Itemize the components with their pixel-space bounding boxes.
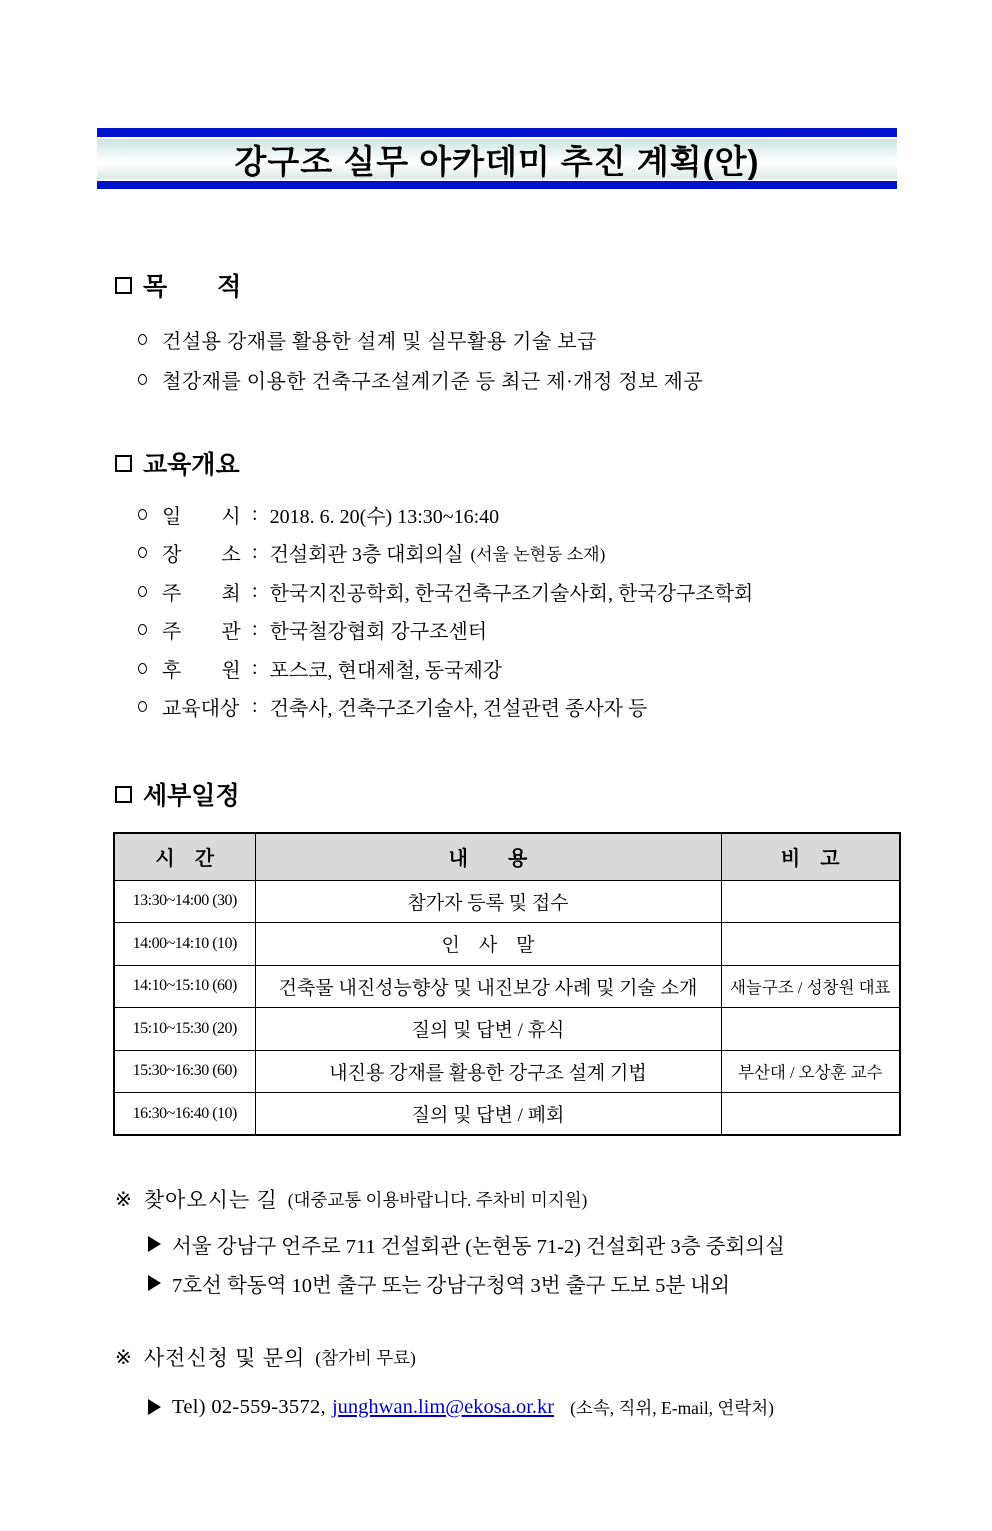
- column-header-content: 내 용: [255, 833, 721, 880]
- phone-number: Tel) 02-559-3572,: [172, 1395, 326, 1418]
- schedule-heading-text: 세부일정: [143, 782, 240, 810]
- cell-note: 새늘구조 / 성창원 대표: [721, 965, 900, 1008]
- cell-time: 15:10~15:30 (20): [114, 1008, 255, 1051]
- triangle-bullet-icon: [148, 1399, 161, 1415]
- colon-separator: :: [252, 541, 258, 564]
- cell-content: 내진용 강재를 활용한 강구조 설계 기법: [255, 1050, 721, 1093]
- title-banner-inner: [97, 137, 897, 181]
- directions-heading: [115, 1184, 992, 1214]
- purpose-heading: [115, 267, 992, 303]
- list-item: [138, 319, 992, 359]
- circle-bullet-icon: [138, 624, 147, 635]
- triangle-bullet-icon: [148, 1236, 161, 1252]
- overview-item-label: 주 관: [162, 621, 241, 644]
- cell-note: 부산대 / 오상훈 교수: [721, 1050, 900, 1093]
- circle-bullet-icon: [138, 663, 147, 674]
- overview-item-value: 한국철강협회 강구조센터: [269, 621, 488, 644]
- purpose-item-text: 철강재를 이용한 건축구조설계기준 등 최근 제·개정 정보 제공: [162, 370, 704, 393]
- schedule-heading: [115, 776, 992, 812]
- table-header-row: [114, 833, 900, 880]
- overview-item-label: 주 최: [162, 582, 241, 605]
- purpose-heading-text: 목 적: [143, 273, 242, 301]
- cell-time: 16:30~16:40 (10): [114, 1093, 255, 1136]
- overview-item-label: 후 원: [162, 659, 241, 682]
- overview-item-value: 건축사, 건축구조기술사, 건설관련 종사자 등: [269, 698, 648, 721]
- list-item: [138, 649, 992, 688]
- cell-content: 건축물 내진성능향상 및 내진보강 사례 및 기술 소개: [255, 965, 721, 1008]
- overview-item-label: 장 소: [162, 544, 241, 567]
- circle-bullet-icon: [138, 509, 147, 520]
- contact-suffix: (소속, 직위, E-mail, 연락처): [570, 1397, 774, 1418]
- cell-time: 14:00~14:10 (10): [114, 923, 255, 966]
- overview-item-label: 교육대상: [162, 698, 240, 721]
- triangle-bullet-icon: [148, 1275, 161, 1291]
- colon-separator: :: [252, 618, 258, 641]
- list-item: [138, 534, 992, 573]
- directions-heading-text: 찾아오시는 길: [143, 1188, 278, 1212]
- table-row: [114, 923, 900, 966]
- cell-time: 14:10~15:10 (60): [114, 965, 255, 1008]
- list-item: [138, 572, 992, 611]
- cell-time: 13:30~14:00 (30): [114, 880, 255, 923]
- list-item: [138, 359, 992, 399]
- overview-heading: [115, 445, 992, 481]
- cell-content: 인 사 말: [255, 923, 721, 966]
- square-bullet-icon: [115, 455, 132, 472]
- column-header-note: 비 고: [721, 833, 900, 880]
- column-header-time: 시 간: [114, 833, 255, 880]
- square-bullet-icon: [115, 786, 132, 803]
- cell-note: [721, 1093, 900, 1136]
- table-row: [114, 965, 900, 1008]
- list-item: [138, 688, 992, 727]
- contact-list: [148, 1386, 992, 1428]
- directions-list: [148, 1224, 992, 1302]
- schedule-table: [113, 832, 901, 1136]
- circle-bullet-icon: [138, 547, 147, 558]
- circle-bullet-icon: [138, 374, 147, 385]
- circle-bullet-icon: [138, 586, 147, 597]
- colon-separator: :: [252, 502, 258, 525]
- list-item: [148, 1224, 992, 1263]
- cell-content: 질의 및 답변 / 휴식: [255, 1008, 721, 1051]
- email-link[interactable]: junghwan.lim@ekosa.or.kr: [331, 1395, 555, 1418]
- page-title: 강구조 실무 아카데미 추진 계획(안): [234, 142, 760, 180]
- circle-bullet-icon: [138, 334, 147, 345]
- cell-content: 질의 및 답변 / 폐회: [255, 1093, 721, 1136]
- cell-time: 15:30~16:30 (60): [114, 1050, 255, 1093]
- table-row: [114, 1093, 900, 1136]
- contact-heading: [115, 1342, 992, 1372]
- square-bullet-icon: [115, 277, 132, 294]
- overview-item-value: 한국지진공학회, 한국건축구조기술사회, 한국강구조학회: [269, 582, 754, 605]
- colon-separator: :: [252, 656, 258, 679]
- overview-heading-text: 교육개요: [143, 451, 240, 479]
- list-item: [148, 1263, 992, 1302]
- overview-item-value: 2018. 6. 20(수) 13:30~16:40: [269, 505, 500, 528]
- table-row: [114, 1050, 900, 1093]
- directions-item-text: 서울 강남구 언주로 711 건설회관 (논현동 71-2) 건설회관 3층 중회의실: [172, 1235, 785, 1258]
- list-item: [138, 611, 992, 650]
- table-row: [114, 880, 900, 923]
- directions-heading-note: (대중교통 이용바랍니다. 주차비 미지원): [287, 1189, 588, 1210]
- purpose-item-text: 건설용 강재를 활용한 설계 및 실무활용 기술 보급: [162, 330, 597, 353]
- contact-section: [115, 1342, 992, 1428]
- overview-list: [138, 495, 992, 726]
- document-page: [0, 128, 992, 1531]
- colon-separator: :: [252, 695, 258, 718]
- contact-heading-note: (참가비 무료): [315, 1347, 416, 1368]
- reference-mark-icon: ※: [115, 1188, 132, 1211]
- colon-separator: :: [252, 579, 258, 602]
- overview-item-value: 건설회관 3층 대회의실: [269, 544, 464, 567]
- directions-section: [115, 1184, 992, 1302]
- overview-item-label: 일 시: [162, 505, 241, 528]
- cell-content: 참가자 등록 및 접수: [255, 880, 721, 923]
- cell-note: [721, 880, 900, 923]
- directions-item-text: 7호선 학동역 10번 출구 또는 강남구청역 3번 출구 도보 5분 내외: [172, 1274, 730, 1297]
- overview-item-note: (서울 논현동 소재): [470, 545, 606, 565]
- table-row: [114, 1008, 900, 1051]
- overview-item-value: 포스코, 현대제철, 동국제강: [269, 659, 503, 682]
- contact-tel-line: [148, 1386, 992, 1428]
- list-item: [138, 495, 992, 534]
- purpose-list: [138, 319, 992, 399]
- cell-note: [721, 1008, 900, 1051]
- circle-bullet-icon: [138, 701, 147, 712]
- title-banner: [97, 128, 897, 189]
- contact-heading-text: 사전신청 및 문의: [143, 1346, 306, 1370]
- cell-note: [721, 923, 900, 966]
- reference-mark-icon: ※: [115, 1346, 132, 1369]
